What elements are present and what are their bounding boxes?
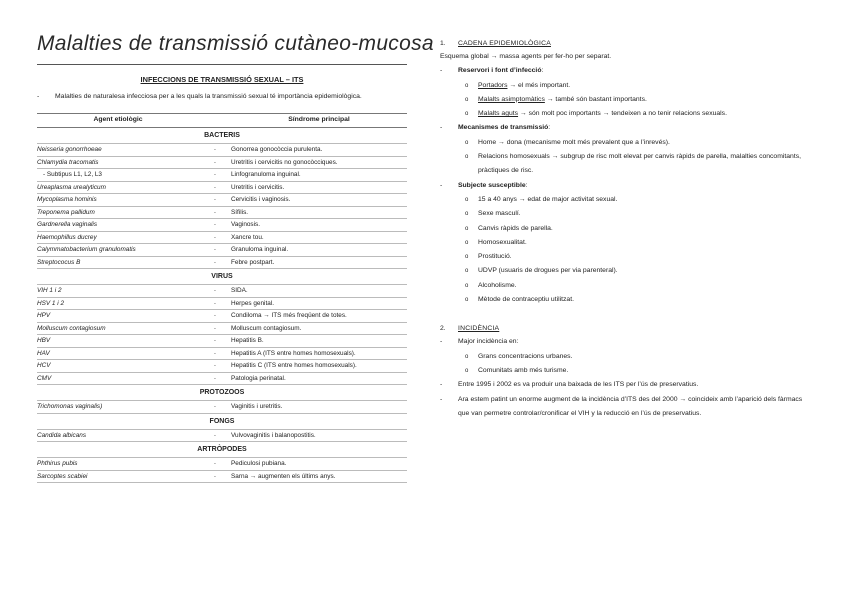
section-1-number: 1. (440, 40, 446, 47)
syndrome-cell: Febre postpart. (231, 256, 407, 269)
row-dash: - (199, 156, 231, 169)
subjecte-item (440, 250, 810, 264)
syndrome-cell: Vaginosis. (231, 219, 407, 232)
syndrome-cell: Herpes genital. (231, 297, 407, 310)
category-label: ARTRÒPODES (37, 442, 407, 458)
subjecte-item (440, 193, 810, 207)
agent-cell: Candida albicans (37, 429, 199, 442)
subjecte-item-text: Sexe masculí. (478, 210, 521, 218)
title-divider (37, 64, 407, 65)
agent-cell: Haemophillus ducrey (37, 231, 199, 244)
subjecte-label: Subjecte susceptible (458, 181, 526, 189)
dash-bullet: - (440, 67, 443, 75)
dash-bullet: - (440, 381, 443, 389)
agent-cell: HBV (37, 335, 199, 348)
subjecte-list (440, 193, 810, 307)
row-dash: - (199, 347, 231, 360)
bullet-b (440, 393, 810, 422)
section-heading: INFECCIONS DE TRANSMISSIÓ SEXUAL – ITS (140, 75, 304, 84)
table-row (37, 322, 407, 335)
syndrome-cell: Sífilis. (231, 206, 407, 219)
section-1-title: CADENA EPIDEMIOLÒGICA (458, 40, 551, 47)
subjecte-item-text: UDVP (usuaris de drogues per via parenteral). (478, 267, 618, 275)
table-row (37, 335, 407, 348)
subjecte-item-text: Canvis ràpids de parella. (478, 224, 553, 232)
agent-cell: Sarcoptes scabiei (37, 470, 199, 483)
incidencia-item (440, 350, 810, 364)
category-row (37, 413, 407, 429)
reservori-item (440, 93, 810, 107)
syndrome-cell: Linfogranuloma inguinal. (231, 169, 407, 182)
row-dash: - (199, 231, 231, 244)
circle-bullet: o (465, 211, 469, 218)
category-row (37, 385, 407, 401)
row-dash: - (199, 194, 231, 207)
subjecte-item-text: Mètode de contraceptiu utilitzat. (478, 296, 574, 304)
circle-bullet: o (465, 282, 469, 289)
agent-cell: Phthirus pubis (37, 458, 199, 471)
agent-cell: CMV (37, 372, 199, 385)
header-spacer (199, 114, 231, 128)
section-2-heading (440, 323, 810, 335)
table-row (37, 360, 407, 373)
category-row (37, 128, 407, 144)
category-label: VIRUS (37, 269, 407, 285)
table-row (37, 285, 407, 298)
incidencia-list (440, 350, 810, 379)
subjecte-item-text: Homosexualitat. (478, 238, 527, 246)
row-dash: - (199, 401, 231, 414)
row-dash: - (199, 372, 231, 385)
table-row (37, 169, 407, 182)
subjecte-bullet: - Subjecte susceptible: (440, 179, 810, 193)
circle-bullet: o (465, 139, 469, 146)
reservori-item-text: → també són bastant importants. (544, 95, 647, 103)
header-agent: Agent etiològic (37, 114, 199, 128)
circle-bullet: o (465, 254, 469, 261)
table-row (37, 310, 407, 323)
agents-table (37, 113, 407, 483)
dash-bullet: - (37, 93, 40, 100)
category-label: PROTOZOOS (37, 385, 407, 401)
section-2-number: 2. (440, 325, 446, 333)
table-row (37, 429, 407, 442)
row-dash: - (199, 335, 231, 348)
syndrome-cell: Pediculosi pubiana. (231, 458, 407, 471)
incidencia-item-text: Grans concentracions urbanes. (478, 352, 573, 360)
circle-bullet: o (465, 154, 469, 161)
table-row (37, 372, 407, 385)
bullet-b-text: Ara estem patint un enorme augment de la incidència d’ITS des del 2000 → coincideix amb l’aparició dels fàrmacs que van permetre controlar/cronificar el VIH y la reducció en l’ús de preservatius. (458, 395, 803, 417)
row-dash: - (199, 297, 231, 310)
mecanismes-label: Mecanismes de transmissió (458, 124, 549, 132)
reservori-item-label: Malalts aguts (478, 110, 519, 118)
row-dash: - (199, 360, 231, 373)
table-row (37, 231, 407, 244)
right-column (440, 38, 810, 421)
table-row (37, 458, 407, 471)
category-row (37, 269, 407, 285)
reservori-item-label: Portadors (478, 81, 508, 89)
dash-bullet: - (440, 395, 443, 403)
circle-bullet: o (465, 96, 469, 103)
row-dash: - (199, 256, 231, 269)
agent-cell: HCV (37, 360, 199, 373)
circle-bullet: o (465, 239, 469, 246)
agent-cell: Chlamydia tracomatis (37, 156, 199, 169)
syndrome-cell: Sarna → augmenten els últims anys. (231, 470, 407, 483)
agent-cell: VIH 1 i 2 (37, 285, 199, 298)
section-1-heading (440, 38, 810, 50)
circle-bullet: o (465, 268, 469, 275)
row-dash: - (199, 244, 231, 257)
mecanismes-bullet: - Mecanismes de transmissió: (440, 121, 810, 135)
page-title: Malalties de transmissió cutàneo-mucosa (37, 32, 434, 55)
reservori-list (440, 79, 810, 122)
agent-cell: Trichomonas vaginalis) (37, 401, 199, 414)
bullet-a-text: Entre 1995 i 2002 es va produir una baixada de les ITS per l’ús de preservatius. (458, 381, 699, 389)
syndrome-cell: Cervicitis i vaginosis. (231, 194, 407, 207)
circle-bullet: o (465, 297, 469, 304)
incidencia-intro: Major incidència en: (458, 338, 519, 346)
agent-cell: Mycoplasma hominis (37, 194, 199, 207)
row-dash: - (199, 144, 231, 157)
mecanismes-item (440, 150, 810, 179)
agent-cell: Gardnerella vaginalis (37, 219, 199, 232)
incidencia-item-text: Comunitats amb més turisme. (478, 366, 569, 374)
mecanismes-item-text: Relacions homosexuals → subgrup de risc molt elevat per canvis ràpids de parella, malalties concomitants, pràctiques de risc. (478, 153, 802, 175)
subjecte-item-text: Alcoholisme. (478, 281, 517, 289)
incidencia-item (440, 364, 810, 378)
syndrome-cell: Uretritis i cervicitis no gonocòcciques. (231, 156, 407, 169)
table-row (37, 470, 407, 483)
table-row (37, 219, 407, 232)
row-dash: - (199, 206, 231, 219)
row-dash: - (199, 429, 231, 442)
syndrome-cell: Gonorrea gonocòccia purulenta. (231, 144, 407, 157)
subjecte-item-text: Prostitució. (478, 253, 512, 261)
row-dash: - (199, 458, 231, 471)
subjecte-item (440, 293, 810, 307)
reservori-item-label: Malalts asimptomàtics (478, 95, 545, 103)
header-syndrome: Síndrome principal (231, 114, 407, 128)
table-row (37, 256, 407, 269)
table-row (37, 297, 407, 310)
reservori-item (440, 107, 810, 121)
row-dash: - (199, 310, 231, 323)
left-column (37, 32, 434, 483)
agent-cell: Ureaplasma urealyticum (37, 181, 199, 194)
subjecte-item-text: 15 a 40 anys → edat de major activitat sexual. (478, 195, 618, 203)
table-row (37, 144, 407, 157)
category-label: BACTERIS (37, 128, 407, 144)
syndrome-cell: Uretritis i cervicitis. (231, 181, 407, 194)
row-dash: - (199, 181, 231, 194)
table-row (37, 206, 407, 219)
dash-bullet: - (440, 338, 443, 346)
row-dash: - (199, 169, 231, 182)
circle-bullet: o (465, 82, 469, 89)
category-label: FONGS (37, 413, 407, 429)
table-row (37, 156, 407, 169)
agent-cell: Calymmatobacterium granulomatis (37, 244, 199, 257)
agent-cell: Treponema pallidum (37, 206, 199, 219)
agent-cell: HAV (37, 347, 199, 360)
intro-bullet (37, 90, 407, 104)
syndrome-cell: Vulvovaginitis i balanopostitis. (231, 429, 407, 442)
reservori-label: Reservori i font d’infecció (458, 67, 542, 75)
syndrome-cell: Hepatitis B. (231, 335, 407, 348)
reservori-item-text: → el més important. (507, 81, 571, 89)
syndrome-cell: Granuloma inguinal. (231, 244, 407, 257)
syndrome-cell: Hepatitis A (ITS entre homes homosexuals). (231, 347, 407, 360)
subjecte-item (440, 279, 810, 293)
bullet-a (440, 378, 810, 392)
syndrome-cell: Condiloma → ITS més freqüent de totes. (231, 310, 407, 323)
circle-bullet: o (465, 111, 469, 118)
agent-cell: HSV 1 i 2 (37, 297, 199, 310)
syndrome-cell: Xancre tou. (231, 231, 407, 244)
agent-cell: Molluscum contagiosum (37, 322, 199, 335)
syndrome-cell: SIDA. (231, 285, 407, 298)
section-2-title: INCIDÈNCIA (458, 325, 500, 333)
circle-bullet: o (465, 225, 469, 232)
circle-bullet: o (465, 367, 469, 374)
table-row (37, 347, 407, 360)
intro-text: Malalties de naturalesa infecciosa per a les quals la transmissió sexual té importància epidemiològica. (55, 93, 362, 100)
table-body (37, 128, 407, 483)
reservori-item-text: → són molt poc importants → tendeixen a no tenir relacions sexuals. (518, 110, 727, 118)
subjecte-item (440, 222, 810, 236)
section-1-intro: Esquema global → massa agents per fer-ho per separat. (440, 53, 612, 60)
agent-cell: Neisseria gonorrhoeae (37, 144, 199, 157)
circle-bullet: o (465, 353, 469, 360)
table-row (37, 194, 407, 207)
row-dash: - (199, 219, 231, 232)
reservori-item (440, 79, 810, 93)
subjecte-item (440, 207, 810, 221)
table-row (37, 181, 407, 194)
row-dash: - (199, 470, 231, 483)
table-row (37, 401, 407, 414)
incidencia-bullet (440, 335, 810, 349)
mecanismes-item (440, 136, 810, 150)
row-dash: - (199, 322, 231, 335)
subjecte-item (440, 264, 810, 278)
agent-cell: - Subtipus L1, L2, L3 (37, 169, 199, 182)
table-row (37, 244, 407, 257)
mecanismes-item-text: Home → dona (mecanisme molt més prevalent que a l’inrevés). (478, 138, 670, 146)
mecanismes-list (440, 136, 810, 179)
reservori-bullet: - Reservori i font d’infecció: (440, 64, 810, 78)
dash-bullet: - (440, 124, 443, 132)
syndrome-cell: Vaginitis i uretritis. (231, 401, 407, 414)
dash-bullet: - (440, 181, 443, 189)
syndrome-cell: Molluscum contagiosum. (231, 322, 407, 335)
row-dash: - (199, 285, 231, 298)
agent-cell: HPV (37, 310, 199, 323)
syndrome-cell: Hepatitis C (ITS entre homes homosexuals). (231, 360, 407, 373)
category-row (37, 442, 407, 458)
subjecte-item (440, 236, 810, 250)
circle-bullet: o (465, 196, 469, 203)
table-header-row (37, 114, 407, 128)
syndrome-cell: Patologia perinatal. (231, 372, 407, 385)
agent-cell: Streptococus B (37, 256, 199, 269)
